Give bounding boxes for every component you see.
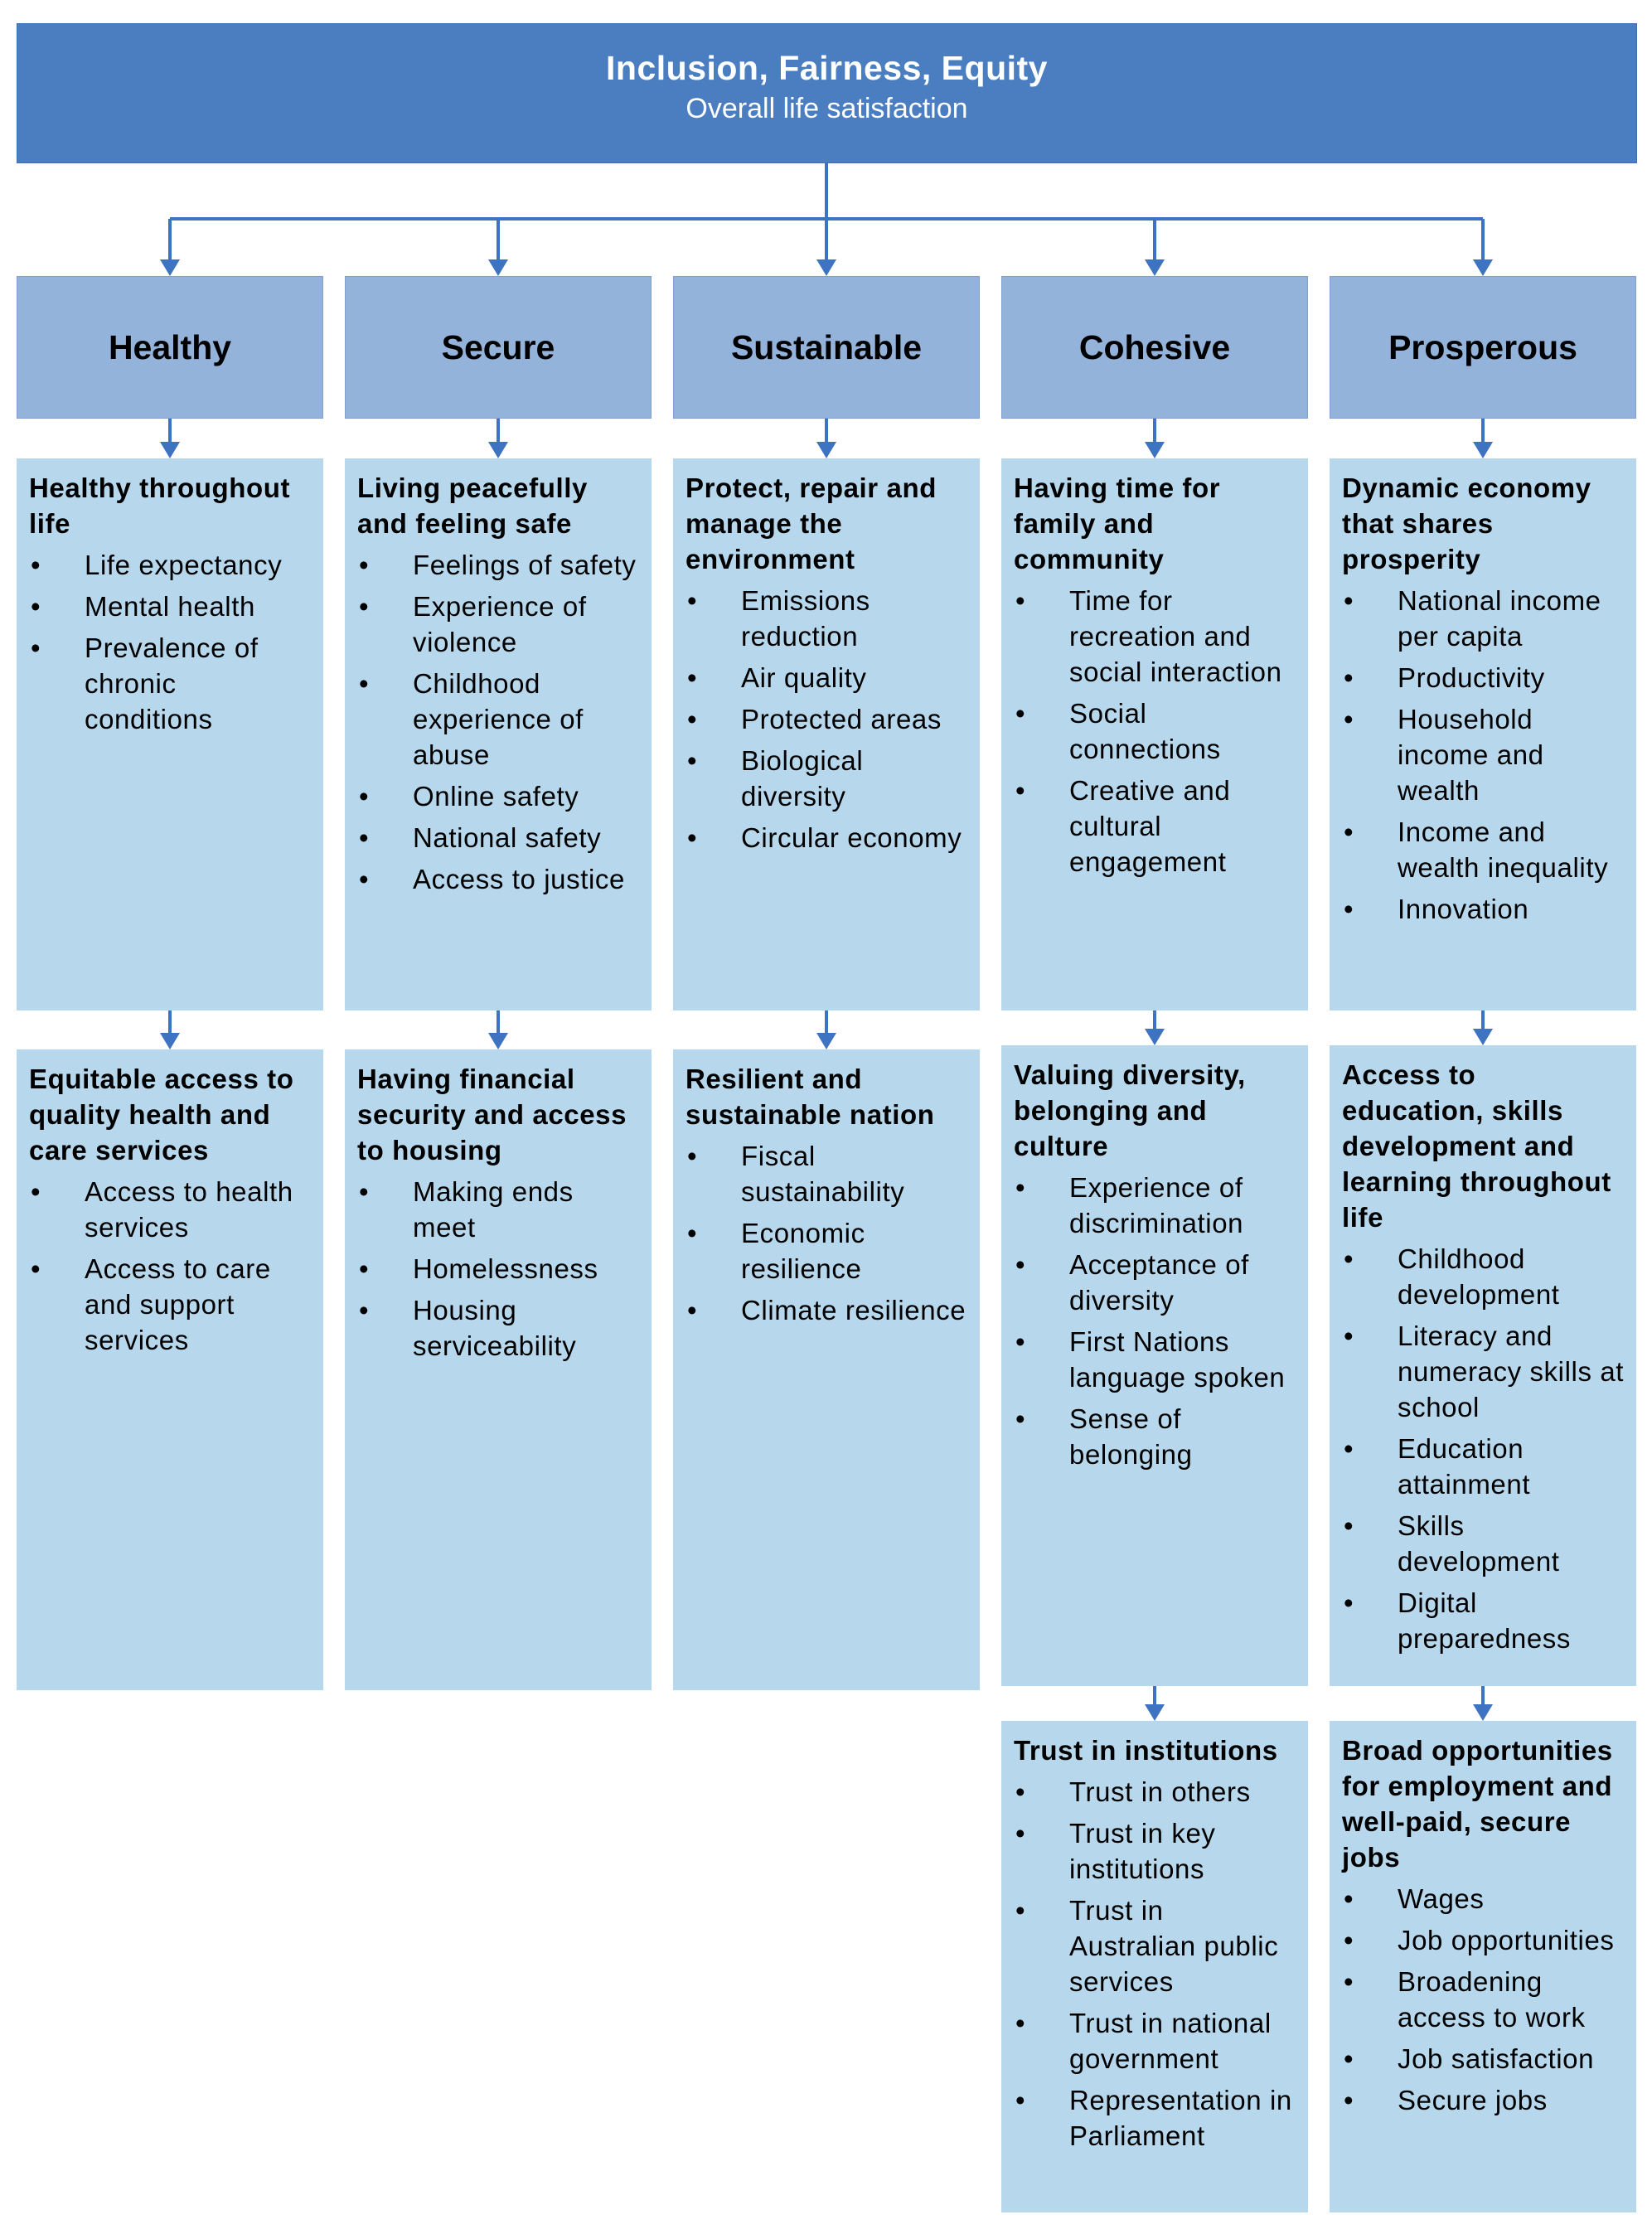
- indicator-item: • Protected areas: [686, 701, 968, 737]
- top-title: Inclusion, Fairness, Equity: [606, 49, 1048, 87]
- pillar-prosperous: [1330, 276, 1636, 419]
- indicator-item: • Job opportunities: [1342, 1922, 1625, 1958]
- indicator-item: • Experience of violence: [357, 589, 640, 660]
- indicator-item: • Innovation: [1342, 891, 1625, 927]
- indicator-card: [17, 458, 323, 1010]
- card-title: Protect, repair and manage the environment: [686, 472, 937, 574]
- indicator-item: • Broadening access to work: [1342, 1964, 1625, 2035]
- arrowhead: [1473, 1029, 1493, 1045]
- card-title: Having financial security and access to housing: [357, 1064, 627, 1165]
- indicator-card: [1001, 1045, 1308, 1686]
- indicator-list: [1342, 1881, 1625, 2118]
- indicator-item: • Household income and wealth: [1342, 701, 1625, 808]
- indicator-item: • Air quality: [686, 660, 968, 695]
- indicator-list: [357, 1174, 640, 1364]
- arrowhead: [816, 442, 836, 458]
- arrowhead: [160, 1033, 180, 1049]
- arrowhead: [1473, 1704, 1493, 1721]
- indicator-card: [1330, 1045, 1636, 1686]
- card-title: Having time for family and community: [1014, 472, 1221, 574]
- indicator-item: • Biological diversity: [686, 743, 968, 814]
- card-title: Dynamic economy that shares prosperity: [1342, 472, 1591, 574]
- arrowhead: [1145, 1029, 1165, 1045]
- arrowhead: [816, 259, 836, 276]
- card-title: Trust in institutions: [1014, 1735, 1278, 1766]
- indicator-item: • Experience of discrimination: [1014, 1170, 1296, 1241]
- indicator-list: [1014, 583, 1296, 880]
- indicator-card: [673, 1049, 980, 1690]
- indicator-item: • Trust in others: [1014, 1774, 1296, 1810]
- top-banner: [17, 23, 1637, 163]
- pillar-label: Prosperous: [1388, 327, 1577, 366]
- indicator-item: • Sense of belonging: [1014, 1401, 1296, 1472]
- indicator-item: • Emissions reduction: [686, 583, 968, 654]
- indicator-card: [1330, 1721, 1636, 2212]
- indicator-card: [345, 458, 652, 1010]
- indicator-card: [673, 458, 980, 1010]
- indicator-item: • National safety: [357, 820, 640, 855]
- indicator-item: • Making ends meet: [357, 1174, 640, 1245]
- indicator-card: [1001, 1721, 1308, 2212]
- indicator-item: • Access to care and support services: [29, 1251, 312, 1358]
- indicator-item: • Circular economy: [686, 820, 968, 855]
- indicator-item: • Childhood development: [1342, 1241, 1625, 1312]
- indicator-item: • Access to health services: [29, 1174, 312, 1245]
- indicator-item: • Online safety: [357, 778, 640, 814]
- arrowhead: [488, 259, 508, 276]
- arrowhead: [160, 259, 180, 276]
- top-subtitle: Overall life satisfaction: [686, 93, 968, 124]
- indicator-item: • Digital preparedness: [1342, 1585, 1625, 1656]
- indicator-item: • Access to justice: [357, 861, 640, 897]
- pillar-sustainable: [673, 276, 980, 419]
- arrowhead: [1473, 259, 1493, 276]
- indicator-item: • Creative and cultural engagement: [1014, 773, 1296, 880]
- indicator-card: [1330, 458, 1636, 1010]
- indicator-item: • Representation in Parliament: [1014, 2082, 1296, 2154]
- card-title: Living peacefully and feeling safe: [357, 472, 588, 539]
- indicator-item: • Trust in national government: [1014, 2005, 1296, 2077]
- indicator-list: [1014, 1774, 1296, 2154]
- indicator-item: • Climate resilience: [686, 1292, 968, 1328]
- arrowhead: [1145, 1704, 1165, 1721]
- indicator-item: • Feelings of safety: [357, 547, 640, 583]
- arrowhead: [1473, 442, 1493, 458]
- indicator-item: • Productivity: [1342, 660, 1625, 695]
- pillar-label: Sustainable: [730, 327, 923, 366]
- indicator-item: • Mental health: [29, 589, 312, 624]
- indicator-item: • Income and wealth inequality: [1342, 814, 1625, 885]
- card-title: Equitable access to quality health and care services: [29, 1064, 294, 1165]
- pillar-cohesive: [1001, 276, 1308, 419]
- indicator-item: • Trust in key institutions: [1014, 1815, 1296, 1887]
- indicator-list: [29, 1174, 312, 1358]
- indicator-card: [1001, 458, 1308, 1010]
- indicator-item: • Skills development: [1342, 1508, 1625, 1579]
- indicator-item: • National income per capita: [1342, 583, 1625, 654]
- indicator-list: [686, 583, 968, 855]
- indicator-list: [29, 547, 312, 737]
- pillar-label: Healthy: [108, 327, 232, 366]
- indicator-card: [17, 1049, 323, 1690]
- indicator-item: • Prevalence of chronic conditions: [29, 630, 312, 737]
- indicator-item: • Acceptance of diversity: [1014, 1247, 1296, 1318]
- indicator-card: [345, 1049, 652, 1690]
- indicator-item: • Trust in Australian public services: [1014, 1892, 1296, 1999]
- arrowhead: [1145, 259, 1165, 276]
- arrowhead: [816, 1033, 836, 1049]
- indicator-list: [686, 1138, 968, 1328]
- card-title: Valuing diversity, belonging and culture: [1014, 1059, 1246, 1161]
- indicator-item: • Wages: [1342, 1881, 1625, 1917]
- indicator-list: [1342, 583, 1625, 927]
- arrowhead: [488, 1033, 508, 1049]
- indicator-item: • Job satisfaction: [1342, 2041, 1625, 2077]
- indicator-item: • Education attainment: [1342, 1431, 1625, 1502]
- indicator-item: • Social connections: [1014, 695, 1296, 767]
- indicator-item: • Fiscal sustainability: [686, 1138, 968, 1209]
- arrowhead: [160, 442, 180, 458]
- indicator-item: • Homelessness: [357, 1251, 640, 1287]
- indicator-item: • Time for recreation and social interaction: [1014, 583, 1296, 690]
- indicator-item: • Literacy and numeracy skills at school: [1342, 1318, 1625, 1425]
- indicator-item: • Secure jobs: [1342, 2082, 1625, 2118]
- card-title: Resilient and sustainable nation: [686, 1064, 935, 1130]
- indicator-list: [1014, 1170, 1296, 1472]
- indicator-item: • Economic resilience: [686, 1215, 968, 1287]
- indicator-list: [357, 547, 640, 897]
- indicator-item: • Childhood experience of abuse: [357, 666, 640, 773]
- card-title: Broad opportunities for employment and well-paid, secure jobs: [1342, 1735, 1613, 1873]
- indicator-item: • Life expectancy: [29, 547, 312, 583]
- pillar-healthy: [17, 276, 323, 419]
- pillar-label: Cohesive: [1078, 327, 1231, 366]
- indicator-item: • First Nations language spoken: [1014, 1324, 1296, 1395]
- card-title: Healthy throughout life: [29, 472, 291, 539]
- arrowhead: [488, 442, 508, 458]
- pillar-label: Secure: [441, 327, 555, 366]
- card-title: Access to education, skills development and learning throughout life: [1342, 1059, 1611, 1233]
- indicator-list: [1342, 1241, 1625, 1656]
- indicator-item: • Housing serviceability: [357, 1292, 640, 1364]
- arrowhead: [1145, 442, 1165, 458]
- pillar-secure: [345, 276, 652, 419]
